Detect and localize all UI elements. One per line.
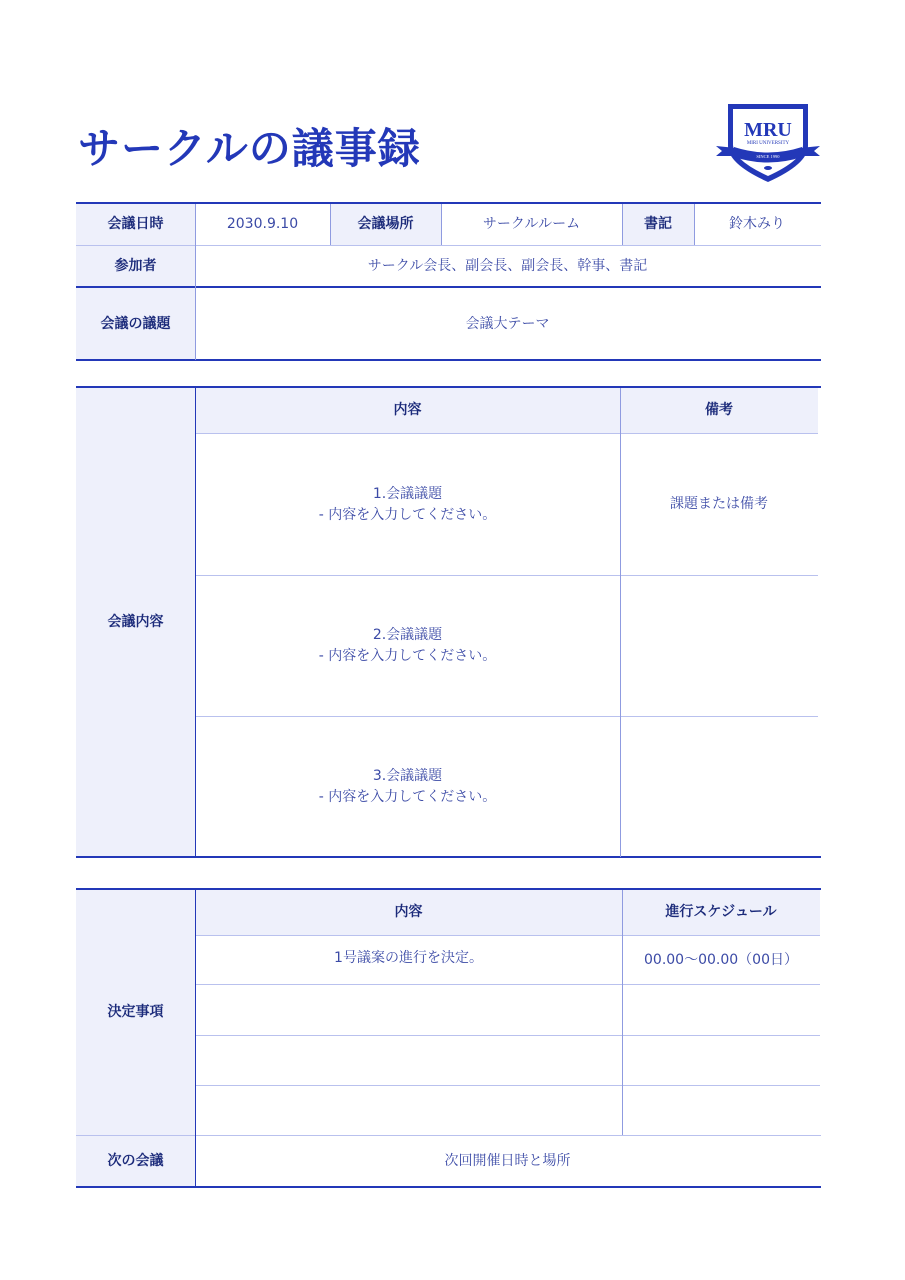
agenda-notes-3 — [620, 717, 818, 857]
next-meeting-value: 次回開催日時と場所 — [444, 1152, 571, 1169]
date-label: 会議日時 — [76, 204, 195, 245]
decision-row-3 — [195, 1036, 622, 1085]
place-value: サークルルーム — [482, 216, 581, 232]
agenda-item-1 — [195, 434, 620, 575]
content-col-header: 内容 — [195, 388, 620, 433]
agenda-detail: - 内容を入力してください。 — [318, 648, 497, 664]
place-label: 会議場所 — [330, 204, 441, 245]
agenda-item-3 — [195, 717, 620, 857]
agenda-detail: - 内容を入力してください。 — [318, 506, 497, 523]
content-label: 会議内容 — [76, 388, 195, 857]
decision-row-1: 1号議案の進行を決定。 — [334, 950, 483, 966]
schedule-row-1: 00.00～00.00（00日） — [644, 951, 798, 968]
svg-text:SINCE 1990: SINCE 1990 — [756, 154, 780, 159]
attendees-value: サークル会長、副会長、副会長、幹事、書記 — [367, 258, 648, 274]
agenda-notes-1: 課題または備考 — [670, 496, 768, 512]
svg-text:MIRI UNIVERSITY: MIRI UNIVERSITY — [746, 141, 790, 146]
agenda-title: 2.会議議題 — [372, 627, 443, 643]
notes-col-header: 備考 — [620, 388, 818, 433]
agenda-detail: - 内容を入力してください。 — [318, 789, 497, 805]
date-value: 2030.9.10 — [226, 216, 299, 232]
agenda-title: 1.会議議題 — [372, 485, 443, 502]
attendees-label: 参加者 — [76, 246, 195, 287]
university-logo — [714, 98, 822, 184]
clerk-label: 書記 — [622, 204, 694, 245]
decisions-label: 決定事項 — [76, 890, 195, 1135]
topic-value: 会議大テーマ — [465, 315, 550, 332]
schedule-col-header: 進行スケジュール — [622, 890, 820, 935]
agenda-item-2 — [195, 576, 620, 716]
decision-row-4 — [195, 1086, 622, 1135]
agenda-title: 3.会議議題 — [372, 768, 443, 784]
decision-content-header: 内容 — [195, 890, 622, 935]
agenda-notes-2 — [620, 576, 818, 716]
clerk-value: 鈴木みり — [729, 216, 785, 232]
decision-row-2 — [195, 985, 622, 1035]
svg-text:MRU: MRU — [744, 119, 792, 141]
topic-label: 会議の議題 — [76, 288, 195, 360]
page-title: サークルの議事録 — [78, 124, 421, 173]
next-meeting-label: 次の会議 — [76, 1136, 195, 1186]
